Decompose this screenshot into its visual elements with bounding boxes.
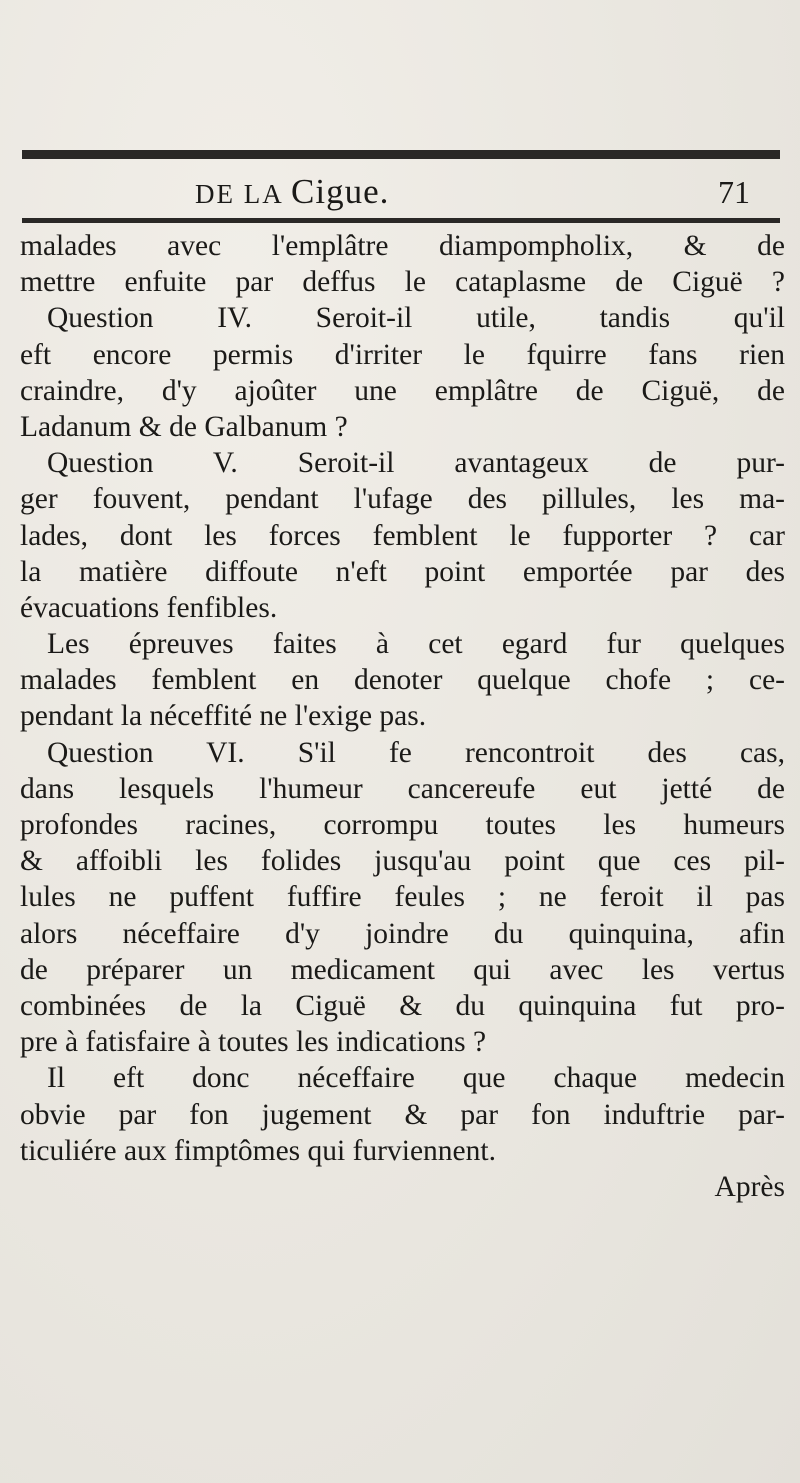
text-line: de préparer un medicament qui avec les vertus	[20, 953, 785, 986]
top-rule	[22, 150, 780, 159]
text-line: pre à fatisfaire à toutes les indications ?	[20, 1026, 487, 1059]
page-header	[0, 172, 800, 212]
question-4-line: Question IV. Seroit-il utile, tandis qu'il	[47, 302, 785, 335]
text-line: ger fouvent, pendant l'ufage des pillules, les ma-	[20, 483, 785, 516]
text-line: évacuations fenfibles.	[20, 591, 278, 624]
text-line: alors néceffaire d'y joindre du quinquina, afin	[20, 917, 785, 950]
text-line: lules ne puffent fuffire feules ; ne feroit il pas	[20, 881, 785, 914]
question-5-line: Question V. Seroit-il avantageux de pur-	[47, 447, 785, 480]
text-line: mettre enfuite par deffus le cataplasme de Ciguë ?	[20, 266, 785, 299]
paragraph-line: Les épreuves faites à cet egard fur quelques	[47, 628, 785, 661]
question-6-line: Question VI. S'il fe rencontroit des cas,	[47, 736, 785, 769]
text-line: malades avec l'emplâtre diampompholix, & de	[20, 230, 785, 262]
page-number: 71	[718, 174, 750, 210]
paragraph-line: Il eft donc néceffaire que chaque medecin	[47, 1062, 785, 1095]
body-text	[20, 228, 785, 1205]
text-line: & affoibli les folides jusqu'au point que ces pil-	[20, 845, 785, 878]
text-line: craindre, d'y ajoûter une emplâtre de Ciguë, de	[20, 374, 785, 407]
text-line: malades femblent en denoter quelque chofe ; ce-	[20, 664, 785, 697]
text-line: obvie par fon jugement & par fon induftrie par-	[20, 1098, 785, 1131]
running-head-prefix: DE LA	[195, 179, 291, 209]
header-rule	[22, 218, 780, 223]
running-head-title: Cigue.	[291, 172, 390, 211]
text-line: la matière diffoute n'eft point emportée par des	[20, 555, 785, 588]
text-line: dans lesquels l'humeur cancereufe eut jetté de	[20, 772, 785, 805]
text-line: Ladanum & de Galbanum ?	[20, 410, 348, 443]
text-line: eft encore permis d'irriter le fquirre fans rien	[20, 338, 785, 371]
running-head	[195, 172, 389, 212]
text-line: lades, dont les forces femblent le fupporter ? car	[20, 519, 785, 552]
text-line: profondes racines, corrompu toutes les humeurs	[20, 809, 785, 841]
text-line: combinées de la Ciguë & du quinquina fut pro-	[20, 989, 785, 1022]
text-line: ticuliére aux fimptômes qui furviennent.	[20, 1134, 496, 1167]
catchword: Après	[714, 1170, 785, 1203]
text-line: pendant la néceffité ne l'exige pas.	[20, 700, 427, 733]
